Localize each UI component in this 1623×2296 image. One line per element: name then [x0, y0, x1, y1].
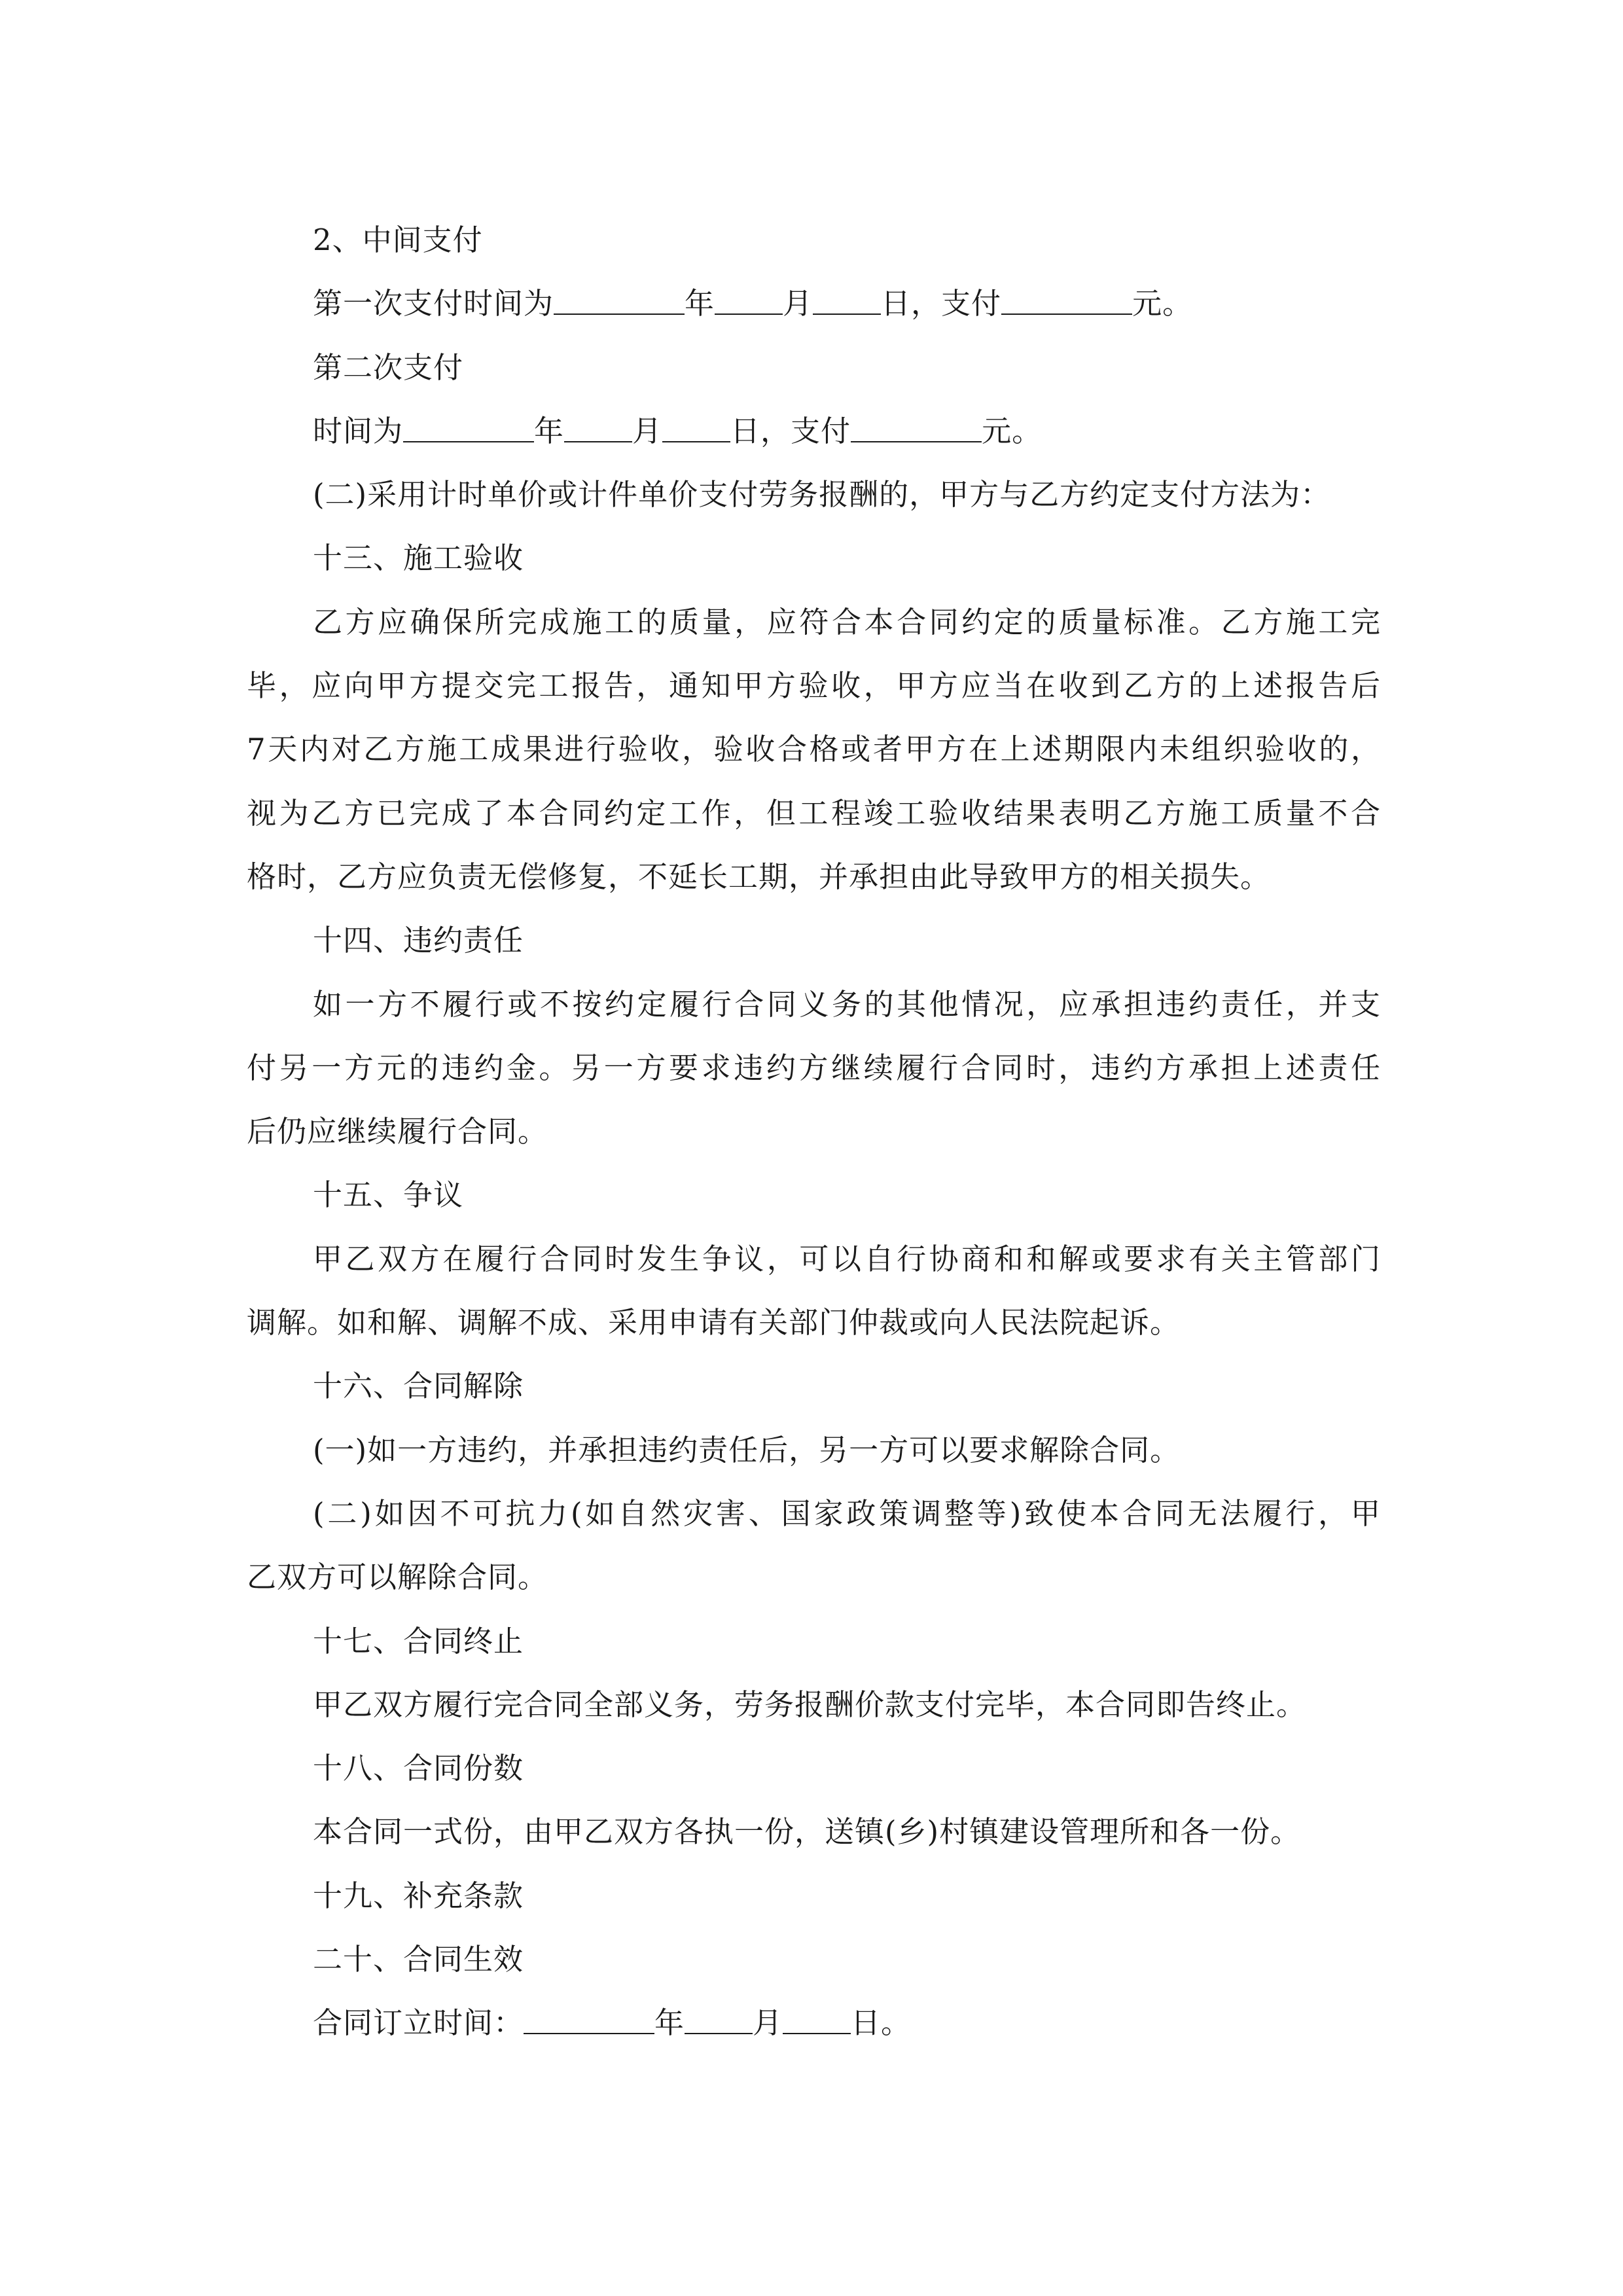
- second-payment-amount-blank: [851, 412, 982, 442]
- paragraph-line: 如一方不履行或不按约定履行合同义务的其他情况，应承担违约责任，并支: [313, 986, 1381, 1022]
- day-pay-label: 日，支付: [730, 413, 851, 448]
- year-label: 年: [534, 413, 565, 448]
- first-payment-amount-blank: [1001, 285, 1132, 315]
- heading-14-liability: 十四、违约责任: [313, 923, 524, 958]
- second-payment-line: [247, 399, 1381, 463]
- second-payment-heading: 第二次支付: [313, 350, 464, 385]
- day-pay-label: 日，支付: [881, 286, 1002, 321]
- paragraph-line: 付另一方元的违约金。另一方要求违约方继续履行合同时，违约方承担上述责任: [247, 1050, 1381, 1085]
- heading-20-effective: 二十、合同生效: [313, 1942, 524, 1977]
- heading-19-supplementary: 十九、补充条款: [313, 1878, 524, 1913]
- month-label: 月: [632, 413, 663, 448]
- heading-13-acceptance: 十三、施工验收: [313, 541, 524, 576]
- first-payment-day-blank: [813, 285, 881, 315]
- paragraph-line: 调解。如和解、调解不成、采用申请有关部门仲裁或向人民法院起诉。: [247, 1305, 1181, 1340]
- second-payment-label: 时间为: [313, 413, 404, 448]
- year-label: 年: [685, 286, 715, 321]
- paragraph-line: (二)如因不可抗力(如自然灾害、国家政策调整等)致使本合同无法履行，甲: [313, 1496, 1381, 1531]
- first-payment-month-blank: [715, 285, 783, 315]
- year-label: 年: [654, 2005, 685, 2041]
- paragraph-line: 乙双方可以解除合同。: [247, 1560, 548, 1595]
- heading-18-copies: 十八、合同份数: [313, 1751, 524, 1786]
- paragraph-line: (一)如一方违约，并承担违约责任后，另一方可以要求解除合同。: [313, 1432, 1181, 1467]
- paragraph-line: 7天内对乙方施工成果进行验收，验收合格或者甲方在上述期限内未组织验收的，: [247, 732, 1381, 767]
- paragraph-line: 后仍应继续履行合同。: [247, 1114, 548, 1149]
- signing-date-line: [247, 1991, 1381, 2054]
- first-payment-year-blank: [554, 285, 685, 315]
- second-payment-month-blank: [564, 412, 632, 442]
- signing-day-blank: [783, 2004, 851, 2034]
- paragraph-line: 本合同一式份，由甲乙双方各执一份，送镇(乡)村镇建设管理所和各一份。: [313, 1814, 1301, 1850]
- month-label: 月: [753, 2005, 783, 2041]
- paragraph-line: 毕，应向甲方提交完工报告，通知甲方验收，甲方应当在收到乙方的上述报告后: [247, 668, 1381, 704]
- payment-method-clause: (二)采用计时单价或计件单价支付劳务报酬的，甲方与乙方约定支付方法为：: [313, 477, 1331, 512]
- signing-month-blank: [685, 2004, 753, 2034]
- signing-date-label: 合同订立时间：: [313, 2005, 524, 2041]
- heading-17-end: 十七、合同终止: [313, 1623, 524, 1659]
- heading-16-termination: 十六、合同解除: [313, 1369, 524, 1404]
- paragraph-line: 视为乙方已完成了本合同约定工作，但工程竣工验收结果表明乙方施工质量不合: [247, 795, 1381, 831]
- yuan-label: 元。: [1132, 286, 1193, 321]
- paragraph-line: 甲乙双方在履行合同时发生争议，可以自行协商和和解或要求有关主管部门: [313, 1241, 1381, 1276]
- heading-15-dispute: 十五、争议: [313, 1177, 464, 1213]
- signing-year-blank: [524, 2004, 654, 2034]
- second-payment-year-blank: [403, 412, 534, 442]
- month-label: 月: [783, 286, 813, 321]
- yuan-label: 元。: [982, 413, 1043, 448]
- first-payment-label: 第一次支付时间为: [313, 286, 554, 321]
- first-payment-line: [247, 272, 1381, 335]
- day-label: 日。: [851, 2005, 912, 2041]
- paragraph-line: 乙方应确保所完成施工的质量，应符合本合同约定的质量标准。乙方施工完: [313, 604, 1381, 639]
- paragraph-line: 甲乙双方履行完合同全部义务，劳务报酬价款支付完毕，本合同即告终止。: [313, 1687, 1307, 1722]
- paragraph-line: 格时，乙方应负责无偿修复，不延长工期，并承担由此导致甲方的相关损失。: [247, 859, 1271, 894]
- heading-intermediate-payment: 2、中间支付: [313, 223, 483, 257]
- second-payment-day-blank: [662, 412, 730, 442]
